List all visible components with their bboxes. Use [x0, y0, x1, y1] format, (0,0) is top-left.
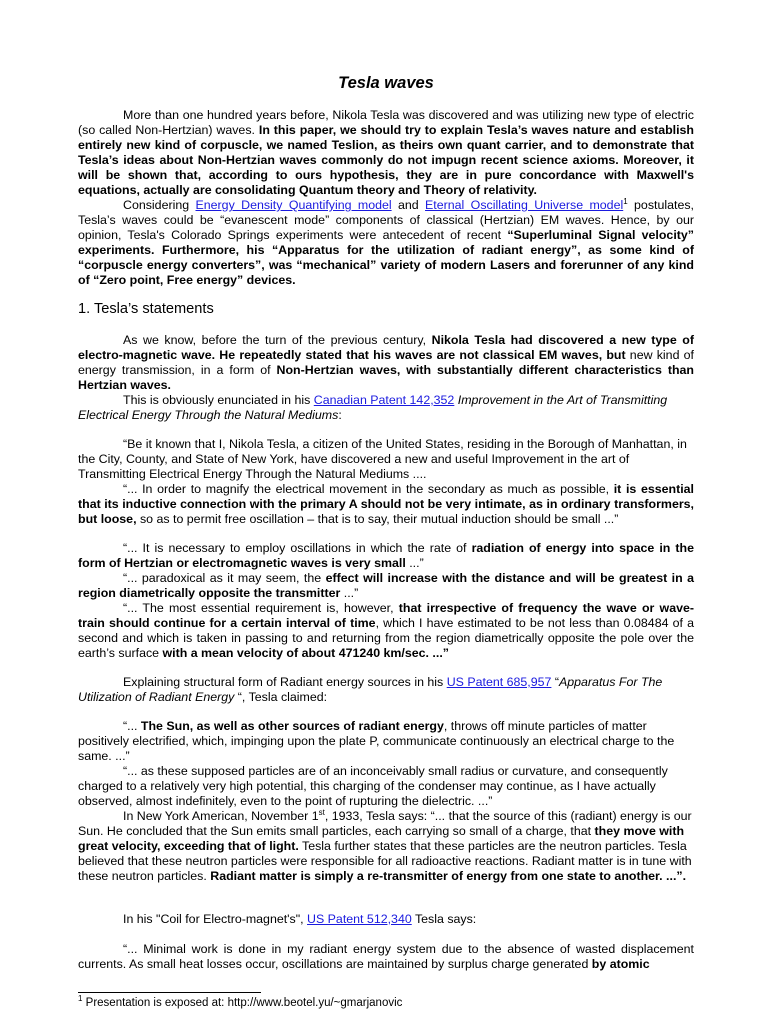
link-canadian-patent[interactable]: Canadian Patent 142,352 [313, 393, 455, 407]
quote-essential-requirement: “... The most essential requirement is, however, that irrespective of frequency the wave or wave-train should continue for a certain interval of time, which I have estimated to be not less than 0.08484 of a second and which is taken in passing to and returning from the region diametrically opposite the pole over the earth’s surface with a mean velocity of about 471240 km/sec. ...” [78, 601, 694, 660]
new-york-american-paragraph: In New York American, November 1st, 1933, Tesla says: “... that the source of this (radiant) energy is our Sun. He concluded that the Sun emits small particles, each carrying so small of a charge, that they move with great velocity, exceeding that of light. Tesla further states that these particles are the neutron particles. Tesla believed that these neutron particles were responsible for all radioactive reactions. Radiant matter is in tune with these neutron particles. Radiant matter is simply a re-transmitter of energy from one state to another. ...”. [78, 807, 692, 883]
quote-sun: “... The Sun, as well as other sources of radiant energy, throws off minute particles of matter positively electrified, which, impinging upon the plate P, communicate continuously an electrical charge to the same. ...” [78, 719, 675, 763]
quote-paradoxical: “... paradoxical as it may seem, the effect will increase with the distance and will be greatest in a region diametrically opposite the transmitter ...” [78, 571, 695, 600]
quote-particles: “... as these supposed particles are of an inconceivably small radius or curvature, and consequently charged to a relatively very high potential, this charging of the condenser may continue, as I have actually observed, almost indefinitely, even to the point of rupturing the dielectric. ...” [78, 764, 668, 808]
footnote: $^1$ Presentation is exposed at: http://www.beotel.yu/~gmarjanovic [78, 994, 403, 1009]
quote-magnify: “... In order to magnify the electrical movement in the secondary as much as possible, it is essential that its inductive connection with the primary A should not be very intimate, as in ordinary transformers, but loose, so as to permit free oscillation – that is to say, their mutual induction should be small ...” [78, 482, 694, 526]
footnote-rule [78, 992, 261, 993]
statement-paragraph: As we know, before the turn of the previous century, Nikola Tesla had discovered a new type of electro-magnetic wave. He repeatedly stated that his waves are not classical EM waves, but new kind of energy transmission, in a form of Non-Hertzian waves, with substantially different characteristics than Hertzian waves. [78, 333, 694, 392]
link-energy-density-model[interactable]: Energy Density Quantifying model [195, 198, 392, 212]
section-heading: 1. Tesla’s statements [78, 301, 214, 317]
document-title: Tesla waves [338, 74, 434, 92]
considering-paragraph: Considering Energy Density Quantifying model and Eternal Oscillating Universe model$^1$ postulates, Tesla’s waves could be “evanescent mode” components of classical (Hertzian) EM waves. Hence, by our opinion, Tesla's Colorado Springs experiments were antecedent of recent “Superluminal Signal velocity” experiments. Furthermore, his “Apparatus for the utilization of radiant energy”, as some kind of “corpuscle energy converters”, was “mechanical” variety of modern Lasers and forerunner of any kind of “Zero point, Free energy” devices. [78, 196, 694, 287]
canadian-patent-paragraph: This is obviously enunciated in his Canadian Patent 142,352 Improvement in the Art of Transmitting Electrical Energy Through the Natural Mediums: [78, 393, 668, 422]
link-us-patent-685957[interactable]: US Patent 685,957 [446, 675, 552, 689]
quote-minimal-work: “... Minimal work is done in my radiant energy system due to the absence of wasted displacement currents. As small heat losses occur, oscillations are maintained by surplus charge generated by atomic [78, 942, 694, 971]
quote-be-it-known: “Be it known that I, Nikola Tesla, a citizen of the United States, residing in the Borough of Manhattan, in the City, County, and State of New York, have discovered a new and useful Improvement in the art of Transmitting Electrical Energy Through the Natural Mediums .... [78, 437, 687, 481]
intro-paragraph: More than one hundred years before, Nikola Tesla was discovered and was utilizing new type of electric (so called Non-Hertzian) waves. In this paper, we should try to explain Tesla’s waves nature and establish entirely new kind of corpuscle, we named Teslion, as theirs own quant carrier, and to demonstrate that Tesla’s ideas about Non-Hertzian waves commonly do not impugn recent science axioms. Moreover, it will be shown that, according to ours hypothesis, they are in pure concordance with Maxwell's equations, actually are consolidating Quantum theory and Theory of relativity. [78, 108, 695, 197]
coil-paragraph: In his "Coil for Electro-magnet's", US Patent 512,340 Tesla says: [123, 912, 477, 926]
quote-oscillations: “... It is necessary to employ oscillations in which the rate of radiation of energy into space in the form of Hertzian or electromagnetic waves is very small ...” [78, 541, 694, 570]
us-patent-685957-paragraph: Explaining structural form of Radiant energy sources in his US Patent 685,957 “Apparatus For The Utilization of Radiant Energy “, Tesla claimed: [78, 675, 663, 704]
footnote-ref[interactable]: 1 [623, 196, 628, 206]
link-eternal-oscillating-model[interactable]: Eternal Oscillating Universe model [425, 198, 624, 212]
link-us-patent-512340[interactable]: US Patent 512,340 [307, 912, 412, 926]
